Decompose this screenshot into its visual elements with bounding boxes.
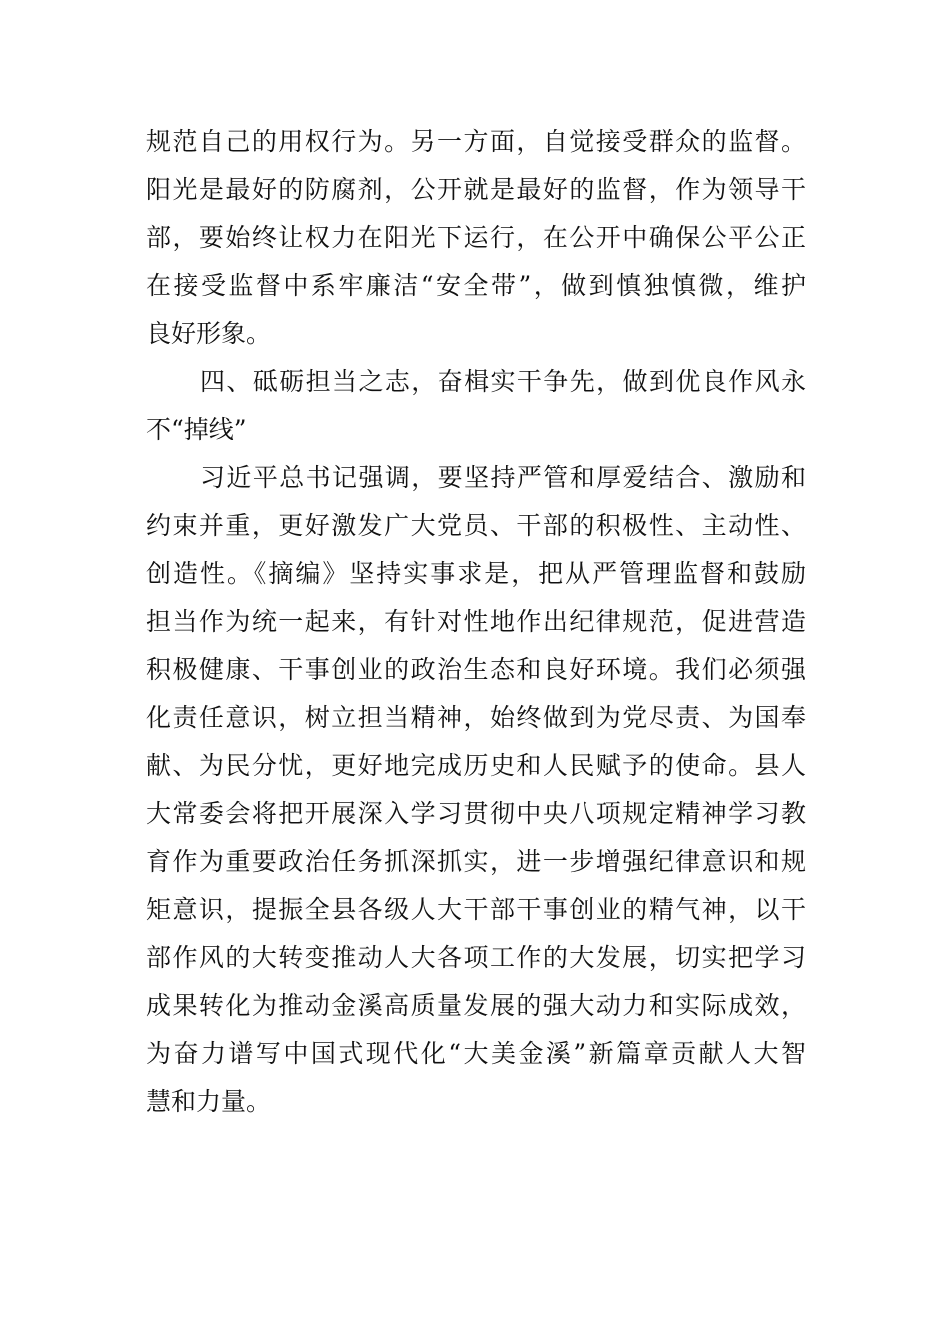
document-body <box>146 118 806 1126</box>
text-line: 大常委会将把开展深入学习贯彻中央八项规定精神学习教 <box>146 799 806 828</box>
text-line: 阳光是最好的防腐剂，公开就是最好的监督，作为领导干 <box>146 175 806 204</box>
text-line: 良好形象。 <box>146 319 272 348</box>
text-line: 规范自己的用权行为。另一方面，自觉接受群众的监督。 <box>146 127 806 156</box>
paragraph-body <box>146 454 806 1126</box>
text-line: 育作为重要政治任务抓深抓实，进一步增强纪律意识和规 <box>146 847 806 876</box>
text-line: 部，要始终让权力在阳光下运行，在公开中确保公平公正 <box>146 223 806 252</box>
paragraph-continued <box>146 118 806 358</box>
text-line: 习近平总书记强调，要坚持严管和厚爱结合、激励和 <box>200 463 806 492</box>
text-line: 创造性。《摘编》坚持实事求是，把从严管理监督和鼓励 <box>146 559 806 588</box>
text-line: 献、为民分忧，更好地完成历史和人民赋予的使命。县人 <box>146 751 806 780</box>
heading-line: 四、砥砺担当之志，奋楫实干争先，做到优良作风永 <box>200 367 806 396</box>
heading-line: 不“掉线” <box>146 415 247 444</box>
section-heading-4 <box>146 358 806 454</box>
text-line: 矩意识，提振全县各级人大干部干事创业的精气神，以干 <box>146 895 806 924</box>
text-line: 约束并重，更好激发广大党员、干部的积极性、主动性、 <box>146 511 806 540</box>
text-line: 化责任意识，树立担当精神，始终做到为党尽责、为国奉 <box>146 703 806 732</box>
text-line: 部作风的大转变推动人大各项工作的大发展，切实把学习 <box>146 943 806 972</box>
text-line: 积极健康、干事创业的政治生态和良好环境。我们必须强 <box>146 655 806 684</box>
text-line: 慧和力量。 <box>146 1087 272 1116</box>
text-line: 担当作为统一起来，有针对性地作出纪律规范，促进营造 <box>146 607 806 636</box>
text-line: 在接受监督中系牢廉洁“安全带”，做到慎独慎微，维护 <box>146 271 806 300</box>
text-line: 成果转化为推动金溪高质量发展的强大动力和实际成效， <box>146 991 806 1020</box>
text-line: 为奋力谱写中国式现代化“大美金溪”新篇章贡献人大智 <box>146 1039 806 1068</box>
